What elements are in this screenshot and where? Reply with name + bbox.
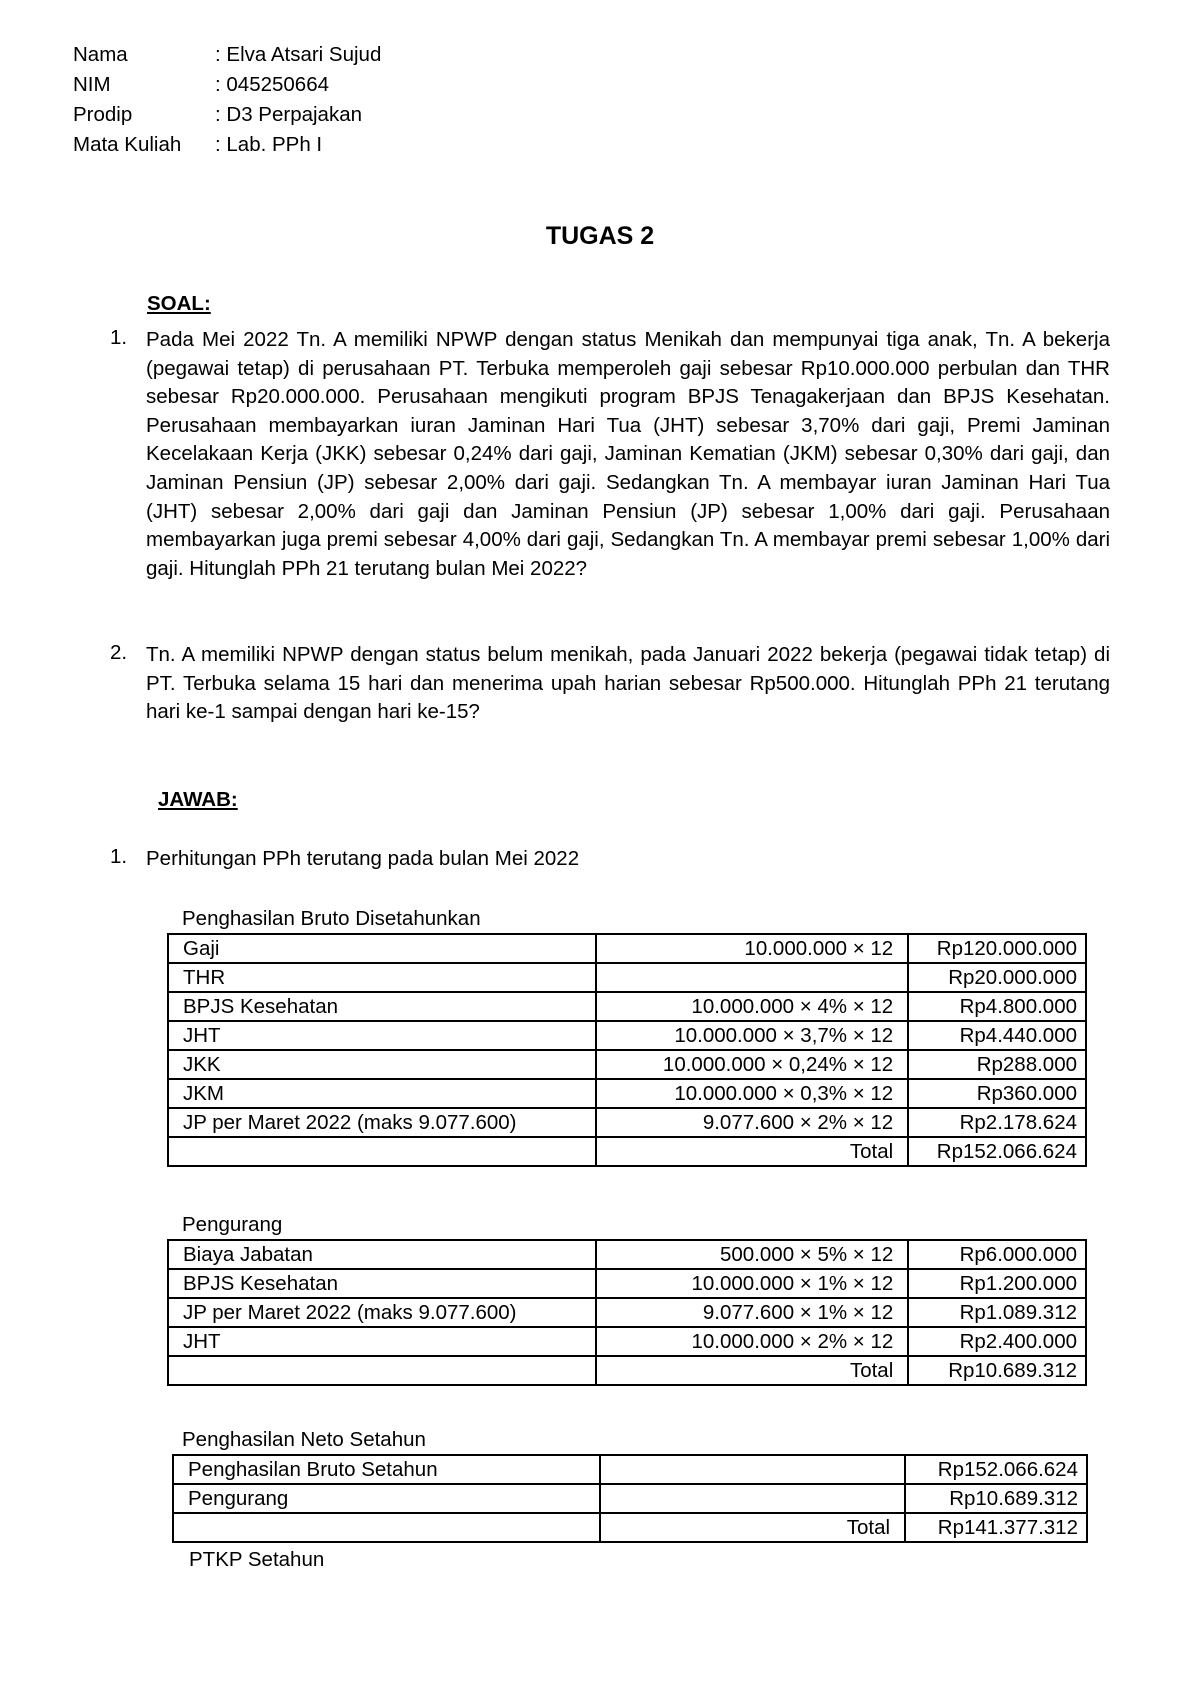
row-label: JKK xyxy=(168,1050,596,1079)
info-row-mata-kuliah xyxy=(73,130,381,160)
table-row xyxy=(168,1108,1086,1137)
row-formula: Total xyxy=(600,1513,905,1542)
table-row xyxy=(168,1356,1086,1385)
row-amount: Rp2.400.000 xyxy=(908,1327,1086,1356)
page-title: TUGAS 2 xyxy=(545,222,655,250)
jawab-heading: JAWAB: xyxy=(158,788,238,811)
question-number: 1. xyxy=(110,326,128,349)
row-label xyxy=(168,1356,596,1385)
row-amount: Rp4.440.000 xyxy=(908,1021,1086,1050)
row-amount: Rp120.000.000 xyxy=(908,934,1086,963)
info-value: : D3 Perpajakan xyxy=(215,103,363,126)
table-caption-pengurang: Pengurang xyxy=(182,1213,283,1236)
table-row xyxy=(173,1484,1087,1513)
row-formula: 10.000.000 × 4% × 12 xyxy=(596,992,908,1021)
row-label: JHT xyxy=(168,1327,596,1356)
question-item xyxy=(110,641,1110,727)
table-caption-bruto: Penghasilan Bruto Disetahunkan xyxy=(182,907,481,930)
row-amount: Rp288.000 xyxy=(908,1050,1086,1079)
answer-item xyxy=(110,845,1110,874)
row-formula: 10.000.000 × 2% × 12 xyxy=(596,1327,908,1356)
student-info xyxy=(73,40,381,160)
row-amount: Rp10.689.312 xyxy=(908,1356,1086,1385)
row-label xyxy=(173,1513,600,1542)
neto-table xyxy=(172,1454,1088,1543)
row-amount: Rp4.800.000 xyxy=(908,992,1086,1021)
row-label: THR xyxy=(168,963,596,992)
row-amount: Rp360.000 xyxy=(908,1079,1086,1108)
info-value: : 045250664 xyxy=(215,73,330,96)
row-amount: Rp10.689.312 xyxy=(905,1484,1087,1513)
info-value: : Elva Atsari Sujud xyxy=(215,43,382,66)
info-value: : Lab. PPh I xyxy=(215,133,323,156)
row-amount: Rp1.200.000 xyxy=(908,1269,1086,1298)
row-amount: Rp20.000.000 xyxy=(908,963,1086,992)
row-formula xyxy=(596,963,908,992)
row-label: JP per Maret 2022 (maks 9.077.600) xyxy=(168,1298,596,1327)
info-label: NIM xyxy=(73,73,111,96)
row-amount: Rp152.066.624 xyxy=(905,1455,1087,1484)
info-row-nim xyxy=(73,70,381,100)
info-row-prodip xyxy=(73,100,381,130)
row-formula: 10.000.000 × 1% × 12 xyxy=(596,1269,908,1298)
row-formula: 10.000.000 × 0,24% × 12 xyxy=(596,1050,908,1079)
ptkp-caption: PTKP Setahun xyxy=(189,1548,325,1571)
question-number: 2. xyxy=(110,641,128,664)
table-row xyxy=(168,934,1086,963)
row-label: Pengurang xyxy=(173,1484,600,1513)
table-caption-neto: Penghasilan Neto Setahun xyxy=(182,1428,426,1451)
row-label: JKM xyxy=(168,1079,596,1108)
pengurang-table xyxy=(167,1239,1087,1386)
row-label: Biaya Jabatan xyxy=(168,1240,596,1269)
row-formula: Total xyxy=(596,1356,908,1385)
table-row xyxy=(168,1298,1086,1327)
row-formula: 9.077.600 × 2% × 12 xyxy=(596,1108,908,1137)
table-row xyxy=(168,1050,1086,1079)
row-amount: Rp152.066.624 xyxy=(908,1137,1086,1166)
soal-heading: SOAL: xyxy=(147,292,211,315)
row-label: JP per Maret 2022 (maks 9.077.600) xyxy=(168,1108,596,1137)
table-row xyxy=(168,963,1086,992)
row-label: Penghasilan Bruto Setahun xyxy=(173,1455,600,1484)
row-formula: 9.077.600 × 1% × 12 xyxy=(596,1298,908,1327)
table-row xyxy=(168,1137,1086,1166)
row-label: BPJS Kesehatan xyxy=(168,1269,596,1298)
question-text: Tn. A memiliki NPWP dengan status belum menikah, pada Januari 2022 bekerja (pegawai tidak tetap) di PT. Terbuka selama 15 hari dan menerima upah harian sebesar Rp500.000. Hitunglah PPh 21 terutang hari ke-1 sampai dengan hari ke-15? xyxy=(146,643,1110,724)
bruto-table xyxy=(167,933,1087,1167)
answer-number: 1. xyxy=(110,845,128,868)
table-row xyxy=(168,1021,1086,1050)
row-label: Gaji xyxy=(168,934,596,963)
row-formula: 500.000 × 5% × 12 xyxy=(596,1240,908,1269)
row-label: BPJS Kesehatan xyxy=(168,992,596,1021)
info-label: Nama xyxy=(73,43,128,66)
row-amount: Rp141.377.312 xyxy=(905,1513,1087,1542)
info-row-nama xyxy=(73,40,381,70)
table-row xyxy=(168,1240,1086,1269)
row-amount: Rp6.000.000 xyxy=(908,1240,1086,1269)
row-amount: Rp2.178.624 xyxy=(908,1108,1086,1137)
row-formula: 10.000.000 × 12 xyxy=(596,934,908,963)
info-label: Prodip xyxy=(73,103,133,126)
row-formula: Total xyxy=(596,1137,908,1166)
row-formula xyxy=(600,1484,905,1513)
table-row xyxy=(168,1269,1086,1298)
row-formula: 10.000.000 × 3,7% × 12 xyxy=(596,1021,908,1050)
question-item xyxy=(110,326,1110,583)
table-row xyxy=(168,1327,1086,1356)
row-label xyxy=(168,1137,596,1166)
row-formula xyxy=(600,1455,905,1484)
table-row xyxy=(173,1455,1087,1484)
row-label: JHT xyxy=(168,1021,596,1050)
table-row xyxy=(168,1079,1086,1108)
row-amount: Rp1.089.312 xyxy=(908,1298,1086,1327)
question-text: Pada Mei 2022 Tn. A memiliki NPWP dengan status Menikah dan mempunyai tiga anak, Tn. A bekerja (pegawai tetap) di perusahaan PT. Terbuka memperoleh gaji sebesar Rp10.000.000 perbulan dan THR sebesar Rp20.000.000. Perusahaan mengikuti program BPJS Tenagakerjaan dan BPJS Kesehatan. Perusahaan membayarkan iuran Jaminan Hari Tua (JHT) sebesar 3,70% dari gaji, Premi Jaminan Kecelakaan Kerja (JKK) sebesar 0,24% dari gaji, Jaminan Kematian (JKM) sebesar 0,30% dari gaji, dan Jaminan Pensiun (JP) sebesar 2,00% dari gaji. Sedangkan Tn. A membayar iuran Jaminan Hari Tua (JHT) sebesar 2,00% dari gaji dan Jaminan Pensiun (JP) sebesar 1,00% dari gaji. Perusahaan membayarkan juga premi sebesar 4,00% dari gaji, Sedangkan Tn. A membayar premi sebesar 1,00% dari gaji. Hitunglah PPh 21 terutang bulan Mei 2022? xyxy=(146,328,1110,580)
table-row xyxy=(173,1513,1087,1542)
answer-text: Perhitungan PPh terutang pada bulan Mei 2022 xyxy=(146,847,580,870)
row-formula: 10.000.000 × 0,3% × 12 xyxy=(596,1079,908,1108)
info-label: Mata Kuliah xyxy=(73,133,182,156)
table-row xyxy=(168,992,1086,1021)
